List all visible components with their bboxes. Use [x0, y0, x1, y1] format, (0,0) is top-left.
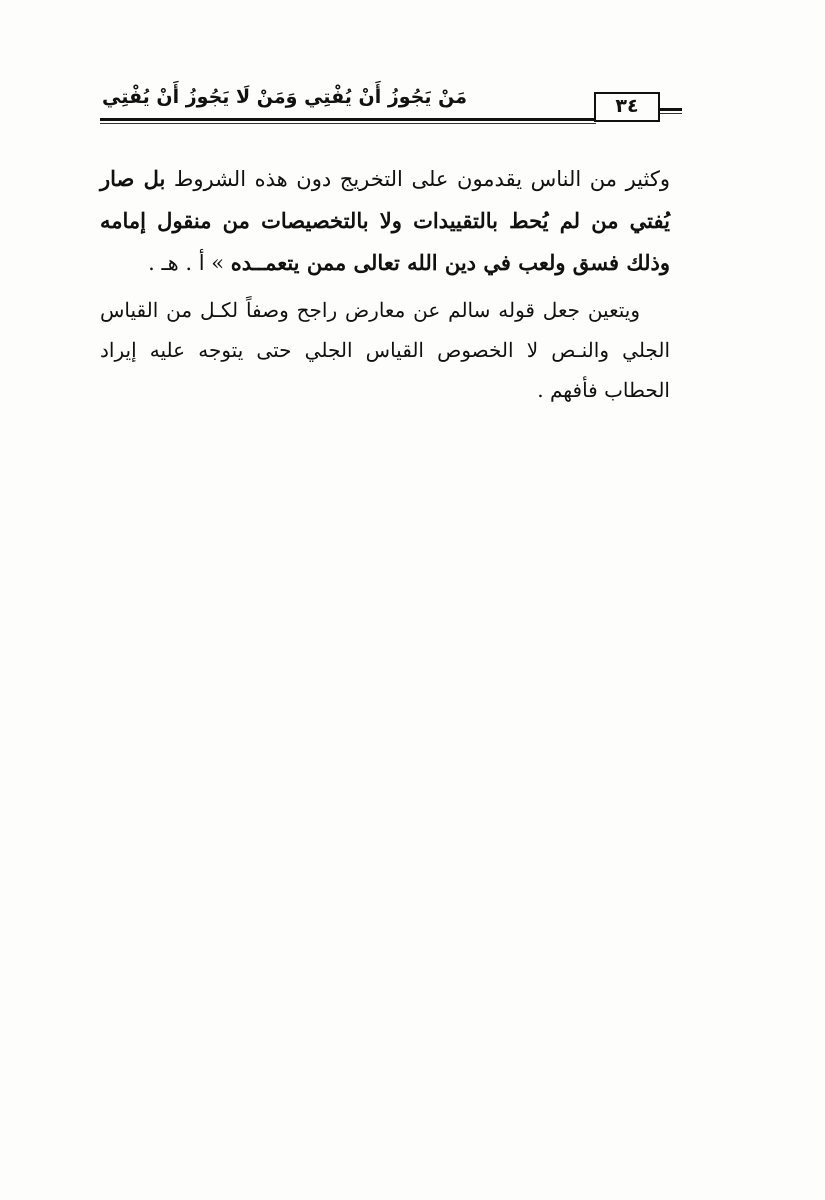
paragraph-1-intro: وكثير من الناس يقدمون على التخريج دون هذه الشروط [165, 167, 670, 191]
page-header [100, 86, 682, 130]
running-title: مَنْ يَجُوزُ أَنْ يُفْتِي وَمَنْ لَا يَجُوزُ أَنْ يُفْتِي [102, 86, 467, 108]
header-rule-thin [100, 123, 596, 124]
header-rule-tail-thick [658, 108, 682, 111]
page-number: ٣٤ [594, 92, 660, 122]
paragraph-2: ويتعين جعل قوله سالم عن معارض راجح وصفاً لكـل من القياس الجلي والنـص لا الخصوص القياس الجلي حتى يتوجه عليه إيراد الحطاب فأفهم . [100, 298, 670, 402]
header-rule-tail-thin [658, 113, 682, 114]
paragraph-1 [100, 158, 670, 284]
paragraph-1-outro: » أ . هـ . [148, 251, 231, 275]
header-rule-thick [100, 118, 596, 121]
paragraph-1-bold-quote: بل صار يُفتي من لم يُحط بالتقييدات ولا بالتخصيصات من منقول إمامه وذلك فسق ولعب في دين الله تعالى ممن يتعمــده [100, 166, 670, 275]
body-text [100, 158, 670, 410]
